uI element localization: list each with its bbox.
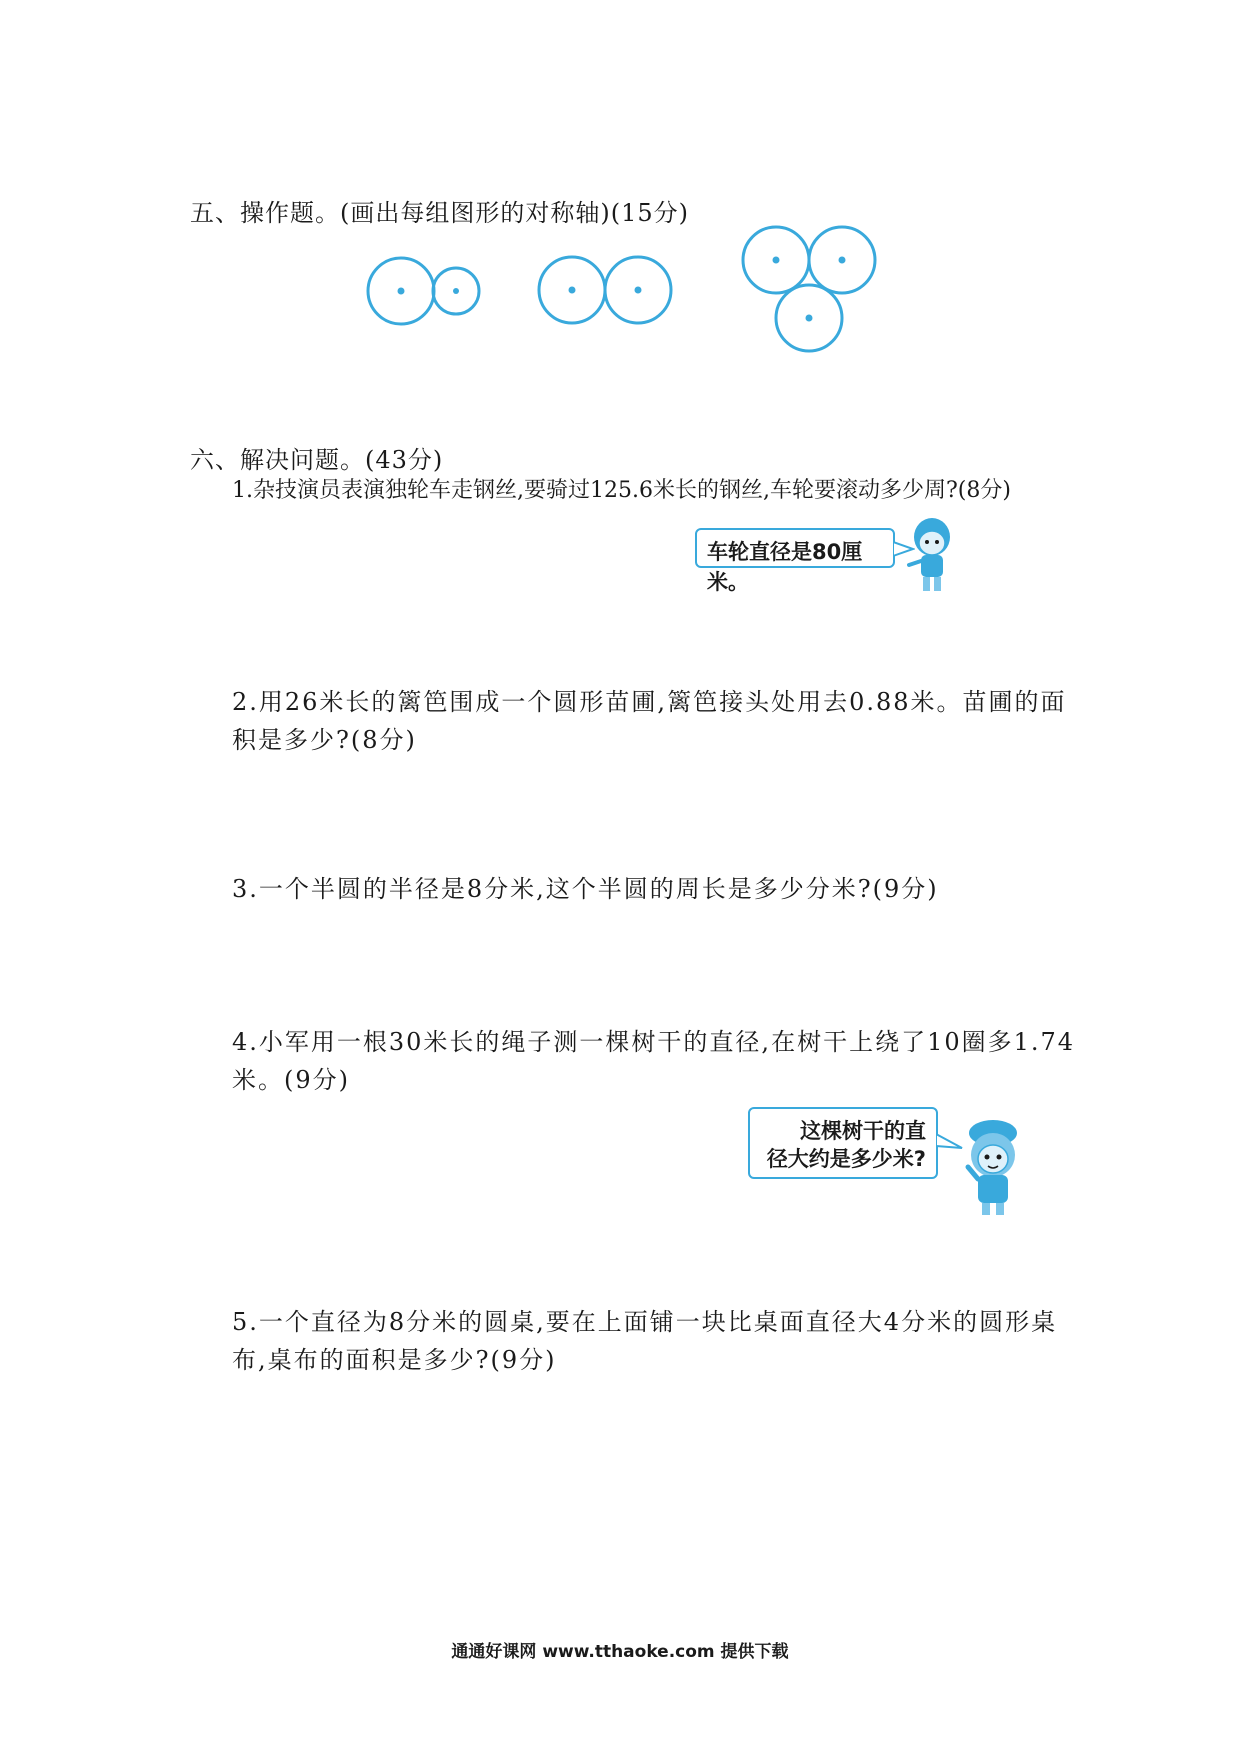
- question-2-line-1: 2.用26米长的篱笆围成一个圆形苗圃,篱笆接头处用去0.88米。苗圃的面: [232, 688, 1067, 716]
- section-six-title: 六、解决问题。(43分): [190, 446, 444, 474]
- section-five-title: 五、操作题。(画出每组图形的对称轴)(15分): [190, 199, 689, 227]
- symmetry-figures: [340, 215, 900, 365]
- question-5-line-1: 5.一个直径为8分米的圆桌,要在上面铺一块比桌面直径大4分米的圆形桌: [232, 1308, 1058, 1336]
- question-2-line-2: 积是多少?(8分): [232, 726, 417, 754]
- question-4-line-2: 米。(9分): [232, 1066, 350, 1094]
- speech-bubble-q4: [748, 1107, 938, 1179]
- footer-credit: 通通好课网 www.tthaoke.com 提供下载: [451, 1642, 789, 1662]
- figure-group-2: [539, 257, 671, 323]
- bubble-text-line-1: 这棵树干的直: [800, 1119, 926, 1143]
- question-5-line-2: 布,桌布的面积是多少?(9分): [232, 1346, 557, 1374]
- circle-center-dot: [839, 257, 846, 264]
- speech-bubble-q1: [695, 528, 895, 594]
- circle-center-dot: [635, 287, 642, 294]
- question-3: 3.一个半圆的半径是8分米,这个半圆的周长是多少分米?(9分): [232, 875, 939, 903]
- circle-center-dot: [398, 288, 405, 295]
- boy-character-icon: [905, 515, 960, 595]
- figure-group-1: [368, 258, 479, 324]
- circle-center-dot: [569, 287, 576, 294]
- bubble-text: 车轮直径是80厘米。: [707, 540, 863, 594]
- figure-group-3: [743, 227, 875, 351]
- bubble-text-line-2: 径大约是多少米?: [766, 1147, 926, 1171]
- question-4-line-1: 4.小军用一根30米长的绳子测一棵树干的直径,在树干上绕了10圈多1.74: [232, 1028, 1076, 1056]
- circle-center-dot: [806, 315, 813, 322]
- circle-center-dot: [453, 288, 459, 294]
- circle-center-dot: [773, 257, 780, 264]
- question-1: 1.杂技演员表演独轮车走钢丝,要骑过125.6米长的钢丝,车轮要滚动多少周?(8分): [232, 478, 1011, 503]
- girl-character-icon: [958, 1115, 1028, 1220]
